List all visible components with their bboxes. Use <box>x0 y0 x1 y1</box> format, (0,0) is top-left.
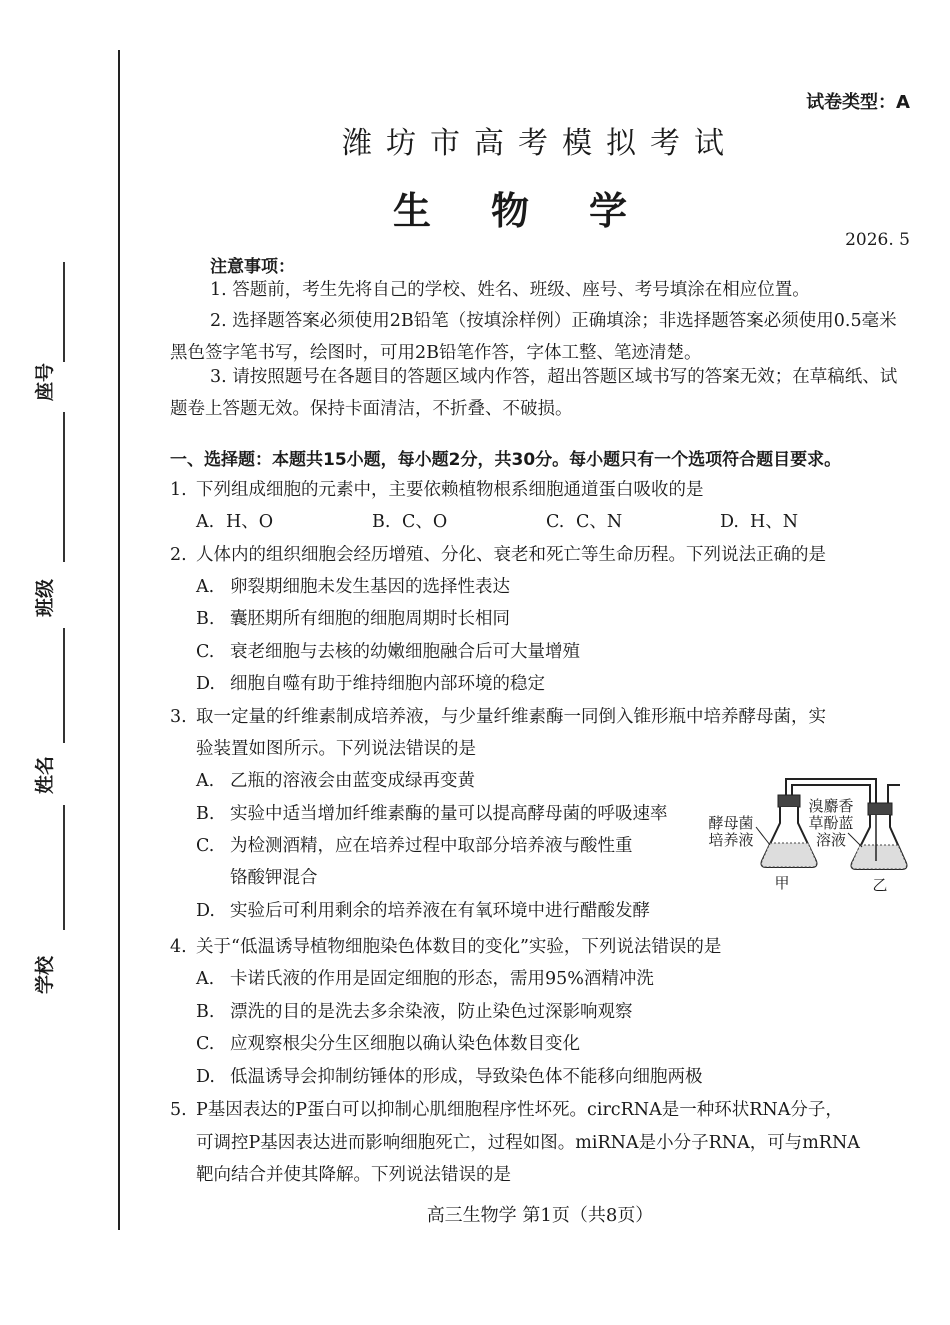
figure-label-left: 酵母菌 培养液 <box>708 814 754 849</box>
seat-label: 座号 <box>34 363 56 402</box>
question-text-cont: 可调控P基因表达进而影响细胞死亡，过程如图。miRNA是小分子RNA，可与mRNA <box>196 1133 860 1153</box>
option: D. 低温诱导会抑制纺锤体的形成，导致染色体不能移向细胞两极 <box>196 1067 703 1087</box>
option: C. 衰老细胞与去核的幼嫩细胞融合后可大量增殖 <box>196 642 580 662</box>
question-3 <box>170 701 910 733</box>
option: D. 实验后可利用剩余的培养液在有氧环境中进行醋酸发酵 <box>196 901 650 921</box>
question-number: 2. <box>170 545 187 565</box>
note-item: 2. 选择题答案必须使用2B铅笔（按填涂样例）正确填涂；非选择题答案必须使用0.5毫米黑色签字笔书写，绘图时，可用2B铅笔作答，字体工整、笔迹清楚。 <box>170 311 897 363</box>
question-number: 1. <box>170 480 187 500</box>
option: C. C、N <box>546 512 623 532</box>
question-number: 4. <box>170 937 187 957</box>
seat-blank-line <box>63 262 65 362</box>
binding-margin-line <box>118 50 120 1230</box>
option: D. H、N <box>720 512 799 532</box>
school-label: 学校 <box>34 956 56 995</box>
question-text: 下列组成细胞的元素中，主要依赖植物根系细胞通道蛋白吸收的是 <box>196 480 704 500</box>
name-blank-line <box>63 628 65 743</box>
figure-label-right: 溴麝香 草酚蓝 溶液 <box>808 797 854 849</box>
section-heading: 一、选择题：本题共15小题，每小题2分，共30分。每小题只有一个选项符合题目要求。 <box>170 450 842 470</box>
subject-title: 生物学 <box>392 189 687 233</box>
question-text: P基因表达的P蛋白可以抑制心肌细胞程序性坏死。circRNA是一种环状RNA分子， <box>196 1100 843 1120</box>
option: A. 卵裂期细胞未发生基因的选择性表达 <box>196 577 510 597</box>
question-1 <box>170 474 910 506</box>
option-continuation: 铬酸钾混合 <box>230 868 318 888</box>
paper-type: 试卷类型：A <box>806 92 910 113</box>
question-number: 3. <box>170 707 187 727</box>
option: C. 为检测酒精，应在培养过程中取部分培养液与酸性重 <box>196 836 633 856</box>
class-blank-line <box>63 412 65 562</box>
option: A. H、O <box>196 512 274 532</box>
option: A. 乙瓶的溶液会由蓝变成绿再变黄 <box>196 771 475 791</box>
note-item: 1. 答题前，考生先将自己的学校、姓名、班级、座号、考号填涂在相应位置。 <box>210 280 810 300</box>
question-text-cont: 验装置如图所示。下列说法错误的是 <box>196 739 476 759</box>
question-4 <box>170 931 910 963</box>
name-label: 姓名 <box>34 756 56 795</box>
flask-a-label: 甲 <box>774 874 790 892</box>
question-2 <box>170 539 910 571</box>
option: B. 囊胚期所有细胞的细胞周期时长相同 <box>196 609 510 629</box>
question-text: 关于“低温诱导植物细胞染色体数目的变化”实验，下列说法错误的是 <box>196 937 722 957</box>
question-text-cont: 靶向结合并使其降解。下列说法错误的是 <box>196 1165 511 1185</box>
notes-title: 注意事项： <box>210 257 295 277</box>
flask-b-label: 乙 <box>872 876 888 894</box>
school-blank-line <box>63 805 65 930</box>
exam-date: 2026. 5 <box>845 230 910 250</box>
question-text: 人体内的组织细胞会经历增殖、分化、衰老和死亡等生命历程。下列说法正确的是 <box>196 545 826 565</box>
question-number: 5. <box>170 1100 187 1120</box>
option: D. 细胞自噬有助于维持细胞内部环境的稳定 <box>196 674 545 694</box>
option: B. C、O <box>372 512 448 532</box>
option: A. 卡诺氏液的作用是固定细胞的形态，需用95%酒精冲洗 <box>196 969 654 989</box>
option: C. 应观察根尖分生区细胞以确认染色体数目变化 <box>196 1034 580 1054</box>
page-footer: 高三生物学 第1页（共8页） <box>426 1205 654 1226</box>
question-text: 取一定量的纤维素制成培养液，与少量纤维素酶一同倒入锥形瓶中培养酵母菌，实 <box>196 707 826 727</box>
flask-b-icon <box>852 803 907 869</box>
option: B. 漂洗的目的是洗去多余染液，防止染色过深影响观察 <box>196 1002 633 1022</box>
class-label: 班级 <box>34 579 56 618</box>
exam-title: 潍坊市高考模拟考试 <box>342 126 738 161</box>
option: B. 实验中适当增加纤维素酶的量可以提高酵母菌的呼吸速率 <box>196 804 668 824</box>
question-5 <box>170 1094 910 1126</box>
note-item: 3. 请按照题号在各题目的答题区域内作答，超出答题区域书写的答案无效；在草稿纸、试题卷上答题无效。保持卡面清洁，不折叠、不破损。 <box>170 367 898 419</box>
